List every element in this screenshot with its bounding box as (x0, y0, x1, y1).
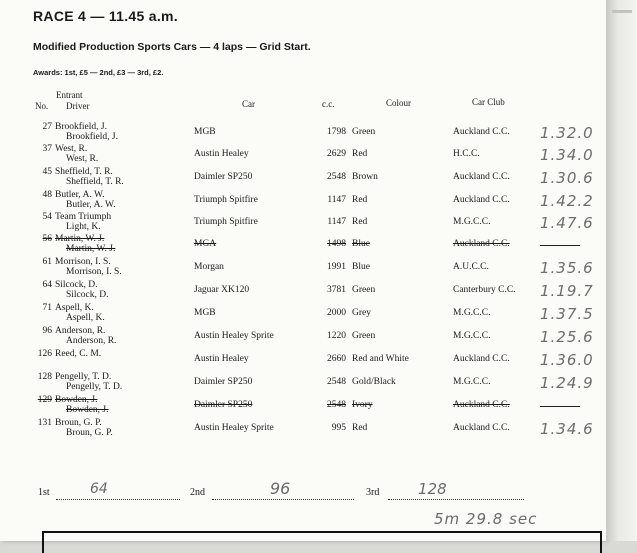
awards-line: Awards: 1st, £5 — 2nd, £3 — 3rd, £2. (33, 68, 164, 77)
entry-lap-time: 1.36.0 (540, 351, 594, 369)
entry-car: Austin Healey Sprite (194, 423, 274, 433)
entry-club: M.G.C.C. (453, 217, 491, 227)
entry-number: 126 (37, 349, 52, 359)
entry-lap-time: 1.19.7 (540, 282, 594, 300)
entry-row (0, 347, 606, 369)
entry-row (0, 188, 606, 210)
entry-cc: 1798 (327, 127, 346, 137)
entry-cc: 2660 (327, 354, 346, 364)
race-title: RACE 4 — 11.45 a.m. (33, 8, 178, 24)
entry-row (0, 301, 606, 323)
entry-row (0, 393, 606, 415)
entry-colour: Grey (352, 308, 371, 318)
entry-colour: Red (352, 195, 368, 205)
entry-driver: Butler, A. W. (66, 200, 116, 210)
entry-lap-time: 1.37.5 (540, 305, 594, 323)
entry-number: 128 (37, 372, 52, 382)
second-place-value: 96 (270, 479, 291, 498)
entry-number: 56 (42, 234, 52, 244)
entry-driver: Sheffield, T. R. (66, 177, 124, 187)
entry-car: Triumph Spitfire (194, 195, 258, 205)
entry-club: Auckland C.C. (453, 127, 510, 137)
entry-entrant: Broun, G. P. (55, 418, 102, 428)
scratch-mark (540, 245, 580, 246)
third-dotline (388, 499, 524, 500)
entry-driver: Aspell, K. (66, 313, 105, 323)
entry-club: A.U.C.C. (453, 262, 489, 272)
entry-lap-time: 1.24.9 (540, 374, 594, 392)
entry-club: Auckland C.C. (453, 423, 510, 433)
entry-driver: West, R. (66, 154, 99, 164)
entry-colour: Gold/Black (352, 377, 396, 387)
entry-row (0, 210, 606, 232)
entry-cc: 2548 (327, 377, 346, 387)
entry-car: MGB (194, 127, 216, 137)
entry-number: 27 (42, 122, 52, 132)
entry-entrant: Brookfield, J. (55, 122, 107, 132)
entry-driver: Morrison, I. S. (66, 267, 122, 277)
entry-number: 71 (42, 303, 52, 313)
cc-header: c.c. (322, 99, 335, 109)
entry-club: M.G.C.C. (453, 331, 491, 341)
first-label: 1st (38, 487, 50, 498)
no-header: No. (35, 101, 49, 111)
entry-colour: Red (352, 217, 368, 227)
entry-club: Auckland C.C. (453, 400, 510, 410)
entry-row (0, 232, 606, 254)
entry-car: Triumph Spitfire (194, 217, 258, 227)
entry-car: Austin Healey (194, 354, 249, 364)
entry-driver: Brookfield, J. (66, 132, 118, 142)
race-subtitle: Modified Production Sports Cars — 4 laps — Grid Start. (33, 41, 311, 53)
entry-number: 61 (42, 257, 52, 267)
entry-entrant: West, R. (55, 144, 88, 154)
entry-colour: Red (352, 149, 368, 159)
entry-lap-time: 1.34.6 (540, 420, 594, 438)
entry-entrant: Butler, A. W. (55, 190, 105, 200)
entry-row (0, 324, 606, 346)
entry-row (0, 165, 606, 187)
entry-number: 45 (42, 167, 52, 177)
entry-club: Canterbury C.C. (453, 285, 516, 295)
third-place-value: 128 (418, 480, 447, 498)
entry-entrant: Reed, C. M. (55, 349, 102, 359)
entry-car: MGA (194, 239, 217, 249)
entry-row (0, 120, 606, 142)
entry-driver: Broun, G. P. (66, 428, 113, 438)
entry-cc: 995 (331, 423, 346, 433)
entry-entrant: Bowden, J. (55, 395, 98, 405)
entry-driver: Anderson, R. (66, 336, 117, 346)
entry-car: Daimler SP250 (194, 377, 253, 387)
driver-header: Driver (66, 101, 90, 111)
entry-cc: 1147 (327, 195, 346, 205)
entry-club: H.C.C. (453, 149, 480, 159)
entry-row (0, 370, 606, 392)
entry-entrant: Martin, W. J. (55, 234, 105, 244)
race-time: 5m 29.8 sec (434, 510, 538, 528)
entry-entrant: Anderson, R. (55, 326, 106, 336)
entry-colour: Green (352, 127, 376, 137)
entry-cc: 2000 (327, 308, 346, 318)
entry-driver: Martin, W. J. (66, 244, 116, 254)
page-edge (606, 0, 637, 541)
entry-colour: Brown (352, 172, 378, 182)
entry-lap-time: 1.25.6 (540, 328, 594, 346)
entry-lap-time: 1.34.0 (540, 146, 594, 164)
entry-entrant: Silcock, D. (55, 280, 98, 290)
entry-lap-time: 1.47.6 (540, 214, 594, 232)
entry-row (0, 278, 606, 300)
scratch-mark (540, 406, 580, 407)
entry-number: 131 (37, 418, 52, 428)
entry-number: 96 (42, 326, 52, 336)
entry-car: Morgan (194, 262, 224, 272)
third-label: 3rd (366, 487, 380, 498)
entry-colour: Blue (352, 262, 370, 272)
entry-club: Auckland C.C. (453, 239, 510, 249)
entry-cc: 1220 (327, 331, 346, 341)
entry-colour: Red (352, 423, 368, 433)
second-dotline (212, 499, 354, 500)
entry-row (0, 142, 606, 164)
entry-entrant: Pengelly, T. D. (55, 372, 112, 382)
entry-cc: 2629 (327, 149, 346, 159)
entry-car: Austin Healey Sprite (194, 331, 274, 341)
entry-car: Jaguar XK120 (194, 285, 250, 295)
entry-entrant: Sheffield, T. R. (55, 167, 113, 177)
entry-club: Auckland C.C. (453, 354, 510, 364)
entry-club: M.G.C.C. (453, 308, 491, 318)
bottom-box (42, 531, 602, 553)
entry-entrant: Team Triumph (55, 212, 112, 222)
entry-club: Auckland C.C. (453, 172, 510, 182)
entry-lap-time: 1.35.6 (540, 259, 594, 277)
entry-driver: Bowden, J. (66, 405, 109, 415)
entry-driver: Pengelly, T. D. (66, 382, 123, 392)
entry-number: 37 (42, 144, 52, 154)
entry-driver: Silcock, D. (66, 290, 109, 300)
entrant-header: Entrant (56, 90, 83, 100)
entry-cc: 1147 (327, 217, 346, 227)
entry-cc: 3781 (327, 285, 346, 295)
entry-driver: Light, K. (66, 222, 101, 232)
entry-entrant: Aspell, K. (55, 303, 94, 313)
entry-car: MGB (194, 308, 216, 318)
first-place-value: 64 (90, 481, 108, 497)
entry-cc: 1498 (327, 239, 346, 249)
entry-lap-time: 1.42.2 (540, 192, 594, 210)
entry-colour: Red and White (352, 354, 409, 364)
second-label: 2nd (190, 487, 205, 498)
first-dotline (56, 499, 180, 500)
entry-lap-time: 1.32.0 (540, 124, 594, 142)
entry-car: Daimler SP250 (194, 400, 253, 410)
entry-number: 54 (42, 212, 52, 222)
entry-colour: Green (352, 285, 376, 295)
entry-colour: Green (352, 331, 376, 341)
entry-car: Daimler SP250 (194, 172, 253, 182)
car-header: Car (242, 99, 255, 109)
colour-header: Colour (386, 98, 412, 108)
entry-cc: 2548 (327, 400, 346, 410)
entry-colour: Ivory (352, 400, 373, 410)
entry-lap-time: 1.30.6 (540, 169, 594, 187)
club-header: Car Club (472, 97, 505, 107)
entry-club: Auckland C.C. (453, 195, 510, 205)
entry-car: Austin Healey (194, 149, 249, 159)
entry-number: 129 (37, 395, 52, 405)
entry-colour: Blue (352, 239, 370, 249)
entry-entrant: Morrison, I. S. (55, 257, 111, 267)
entry-number: 48 (42, 190, 52, 200)
entry-cc: 2548 (327, 172, 346, 182)
entry-cc: 1991 (327, 262, 346, 272)
entry-number: 64 (42, 280, 52, 290)
entry-row (0, 416, 606, 438)
entry-club: M.G.C.C. (453, 377, 491, 387)
entry-row (0, 255, 606, 277)
